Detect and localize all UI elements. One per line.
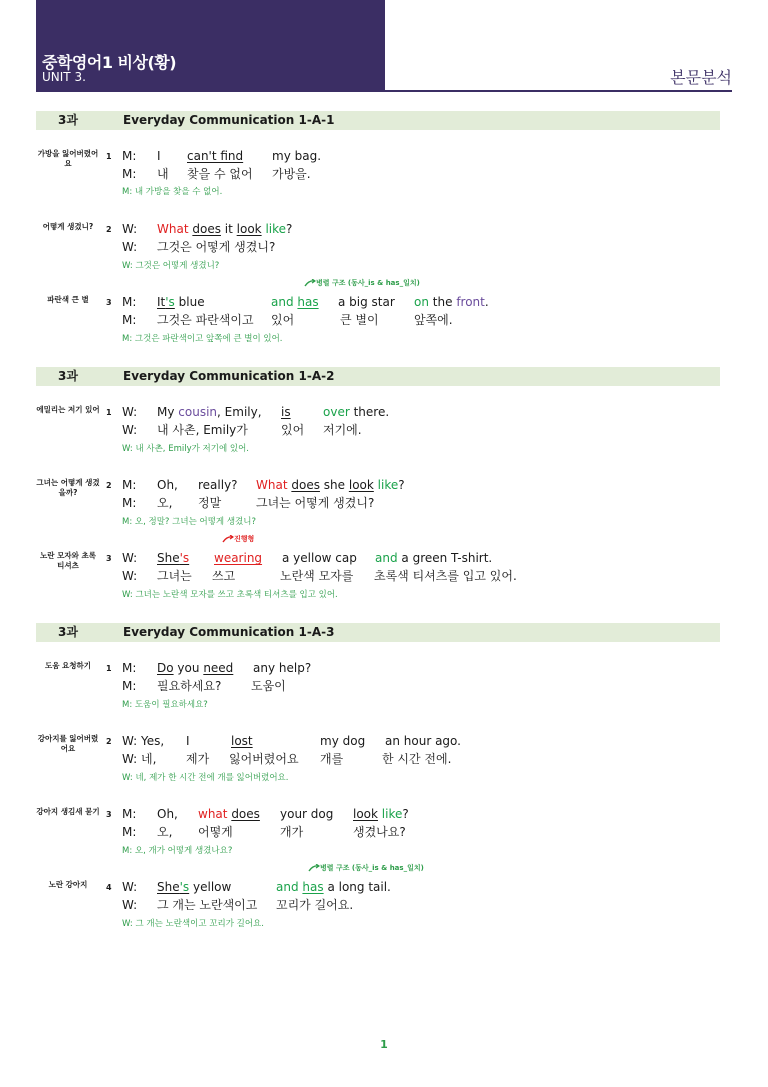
chunk-verb: look <box>236 222 262 236</box>
chunk-ko: 제가 <box>186 752 210 766</box>
chunk-ko: 어떻게 <box>198 825 233 839</box>
speaker: W: <box>122 569 138 583</box>
chunk-ko: 개를 <box>320 752 344 766</box>
chunk <box>271 295 319 310</box>
item-index: 1 <box>106 664 112 673</box>
chunk-ko: 그것은 어떻게 생겼니? <box>157 240 276 254</box>
chunk: what does <box>198 807 260 821</box>
grammar-note: 병렬 구조 (동사_is & has_일치) <box>320 863 424 873</box>
speaker: M: <box>122 807 137 821</box>
page-number: 1 <box>380 1038 388 1051</box>
grammar-note: 진행형 <box>234 534 254 544</box>
speaker: W: <box>122 551 138 565</box>
speaker: W: <box>122 880 138 894</box>
speaker: M: <box>122 661 137 675</box>
chunk-ko: 한 시간 전에. <box>382 752 452 766</box>
grammar-note: 병렬 구조 (동사_is & has_일치) <box>316 278 420 288</box>
doc-title: 중학영어1 비상(황) <box>42 53 177 72</box>
section-type-label: 본문분석 <box>670 68 732 87</box>
item-summary: 그녀는 어떻게 생겼을까? <box>36 478 100 497</box>
translation: W: 그녀는 노란색 모자를 쓰고 초록색 티셔츠를 입고 있어. <box>122 590 338 600</box>
chunk-ko: 잃어버렸어요 <box>229 752 299 766</box>
translation: W: 그것은 어떻게 생겼니? <box>122 261 220 271</box>
curved-arrow-icon <box>222 535 234 543</box>
chunk-ko: 필요하세요? <box>157 679 222 693</box>
item-index: 3 <box>106 298 112 307</box>
section-band-2 <box>36 367 720 386</box>
sentence <box>157 222 292 237</box>
header-rule <box>385 90 732 92</box>
chunk-verb: wearing <box>214 551 263 565</box>
item-index: 4 <box>106 883 112 892</box>
chunk: It's blue <box>157 295 205 309</box>
speaker: M: <box>122 167 137 181</box>
sentence: What does she look like? <box>256 478 405 492</box>
translation: W: 그 개는 노란색이고 꼬리가 길어요. <box>122 919 264 929</box>
chunk: I <box>186 734 190 748</box>
chunk: any help? <box>253 661 312 675</box>
speaker: M: <box>122 313 137 327</box>
section-number: 3과 <box>58 625 78 639</box>
section-band-1 <box>36 111 720 130</box>
chunk: look like? <box>353 807 409 821</box>
chunk-prep: like <box>265 222 287 236</box>
chunk: Oh, <box>157 807 178 821</box>
chunk-ko: W: 네, <box>122 752 157 766</box>
chunk-ko: 생겼나요? <box>353 825 406 839</box>
speaker: M: <box>122 679 137 693</box>
chunk: a big star <box>338 295 395 309</box>
item-summary: 노란 모자와 초록 티셔츠 <box>40 551 96 570</box>
curved-arrow-icon <box>304 279 316 287</box>
chunk-verb: does <box>192 222 221 236</box>
item-summary: 가방을 잃어버렸어요 <box>37 149 99 168</box>
chunk: and a green T-shirt. <box>375 551 493 565</box>
chunk-ko: 있어 <box>281 423 305 437</box>
speaker: W: <box>122 222 138 236</box>
chunk: it <box>224 222 233 236</box>
chunk-verb: is <box>281 405 291 419</box>
chunk-ko: 오, <box>157 496 173 510</box>
speaker: W: <box>122 405 138 419</box>
item-index: 2 <box>106 737 112 746</box>
curved-arrow-icon <box>308 864 320 872</box>
chunk: and has a long tail. <box>276 880 391 894</box>
speaker: W: <box>122 898 138 912</box>
chunk-ko: 가방을. <box>272 167 311 181</box>
header-banner <box>36 0 385 92</box>
item-summary: 에밀리는 저기 있어 <box>36 405 100 414</box>
translation: M: 오, 정말? 그녀는 어떻게 생겼니? <box>122 517 256 527</box>
chunk-subject: She's <box>157 551 190 565</box>
item-summary: 노란 강아지 <box>48 880 88 889</box>
chunk: W: Yes, <box>122 734 165 748</box>
chunk-ko: 있어 <box>271 313 295 327</box>
item-index: 3 <box>106 810 112 819</box>
speaker: M: <box>122 478 137 492</box>
chunk-ko: 도움이 <box>251 679 286 693</box>
section-number: 3과 <box>58 369 78 383</box>
chunk-ko: 그것은 파란색이고 <box>157 313 254 327</box>
chunk-ko: 정말 <box>198 496 222 510</box>
chunk-ko: 쓰고 <box>212 569 236 583</box>
punct: ? <box>286 222 293 236</box>
chunk-verb: lost <box>231 734 253 748</box>
chunk: My cousin, Emily, <box>157 405 262 419</box>
chunk-ko: 그녀는 어떻게 생겼니? <box>256 496 375 510</box>
chunk: She's yellow <box>157 880 232 894</box>
translation: W: 네, 제가 한 시간 전에 개를 잃어버렸어요. <box>122 773 289 783</box>
chunk-ko: 찾을 수 없어 <box>187 167 253 181</box>
section-band-3 <box>36 623 720 642</box>
translation: W: 내 사촌, Emily가 저기에 있어. <box>122 444 249 454</box>
section-title: Everyday Communication 1-A-3 <box>123 625 335 639</box>
chunk-ko: 초록색 티셔츠를 입고 있어. <box>374 569 517 583</box>
chunk-ko: 내 사촌, Emily가 <box>157 423 248 437</box>
chunk: my dog <box>320 734 366 748</box>
item-index: 3 <box>106 554 112 563</box>
chunk-ko: 개가 <box>280 825 304 839</box>
item-summary: 어떻게 생겼니? <box>42 222 94 231</box>
chunk: your dog <box>280 807 334 821</box>
speaker: W: <box>122 423 138 437</box>
unit-label: UNIT 3. <box>42 70 86 84</box>
chunk-subject: She's <box>157 880 190 894</box>
item-index: 2 <box>106 225 112 234</box>
chunk-subject: It's <box>157 295 175 309</box>
chunk-ko: 그녀는 <box>157 569 192 583</box>
chunk: a yellow cap <box>282 551 357 565</box>
chunk-verb: has <box>297 295 319 309</box>
item-summary: 강아지 생김새 묻기 <box>36 807 100 816</box>
item-summary: 강아지를 잃어버렸어요 <box>37 734 99 753</box>
chunk-ko: 노란색 모자를 <box>280 569 354 583</box>
speaker: M: <box>122 496 137 510</box>
chunk: over there. <box>323 405 390 419</box>
translation: M: 내 가방을 찾을 수 없어. <box>122 187 223 197</box>
speaker: W: <box>122 240 138 254</box>
chunk-ko: 저기에. <box>323 423 362 437</box>
translation: M: 그것은 파란색이고 앞쪽에 큰 별이 있어. <box>122 334 283 344</box>
item-summary: 파란색 큰 별 <box>47 295 89 304</box>
item-summary: 도움 요청하기 <box>44 661 92 670</box>
section-number: 3과 <box>58 113 78 127</box>
item-index: 1 <box>106 408 112 417</box>
speaker: M: <box>122 149 137 163</box>
item-index: 1 <box>106 152 112 161</box>
wh-word: What <box>157 222 189 236</box>
speaker: M: <box>122 825 137 839</box>
chunk: I <box>157 149 161 163</box>
chunk-ko: 오, <box>157 825 173 839</box>
chunk-ko: 앞쪽에. <box>414 313 453 327</box>
chunk: my bag. <box>272 149 322 163</box>
translation: M: 오, 개가 어떻게 생겼나요? <box>122 846 233 856</box>
chunk-verb: can't find <box>187 149 244 163</box>
chunk-ko: 그 개는 노란색이고 <box>157 898 258 912</box>
chunk: Do you need <box>157 661 234 675</box>
item-index: 2 <box>106 481 112 490</box>
conjunction: and <box>271 295 294 309</box>
chunk: Oh, <box>157 478 178 492</box>
chunk: on the front. <box>414 295 489 309</box>
chunk-ko: 큰 별이 <box>340 313 379 327</box>
chunk-ko: 꼬리가 길어요. <box>276 898 354 912</box>
translation: M: 도움이 필요하세요? <box>122 700 208 710</box>
chunk: an hour ago. <box>385 734 461 748</box>
chunk-ko: 내 <box>157 167 169 181</box>
chunk: really? <box>198 478 238 492</box>
speaker: M: <box>122 295 137 309</box>
section-title: Everyday Communication 1-A-1 <box>123 113 335 127</box>
section-title: Everyday Communication 1-A-2 <box>123 369 335 383</box>
